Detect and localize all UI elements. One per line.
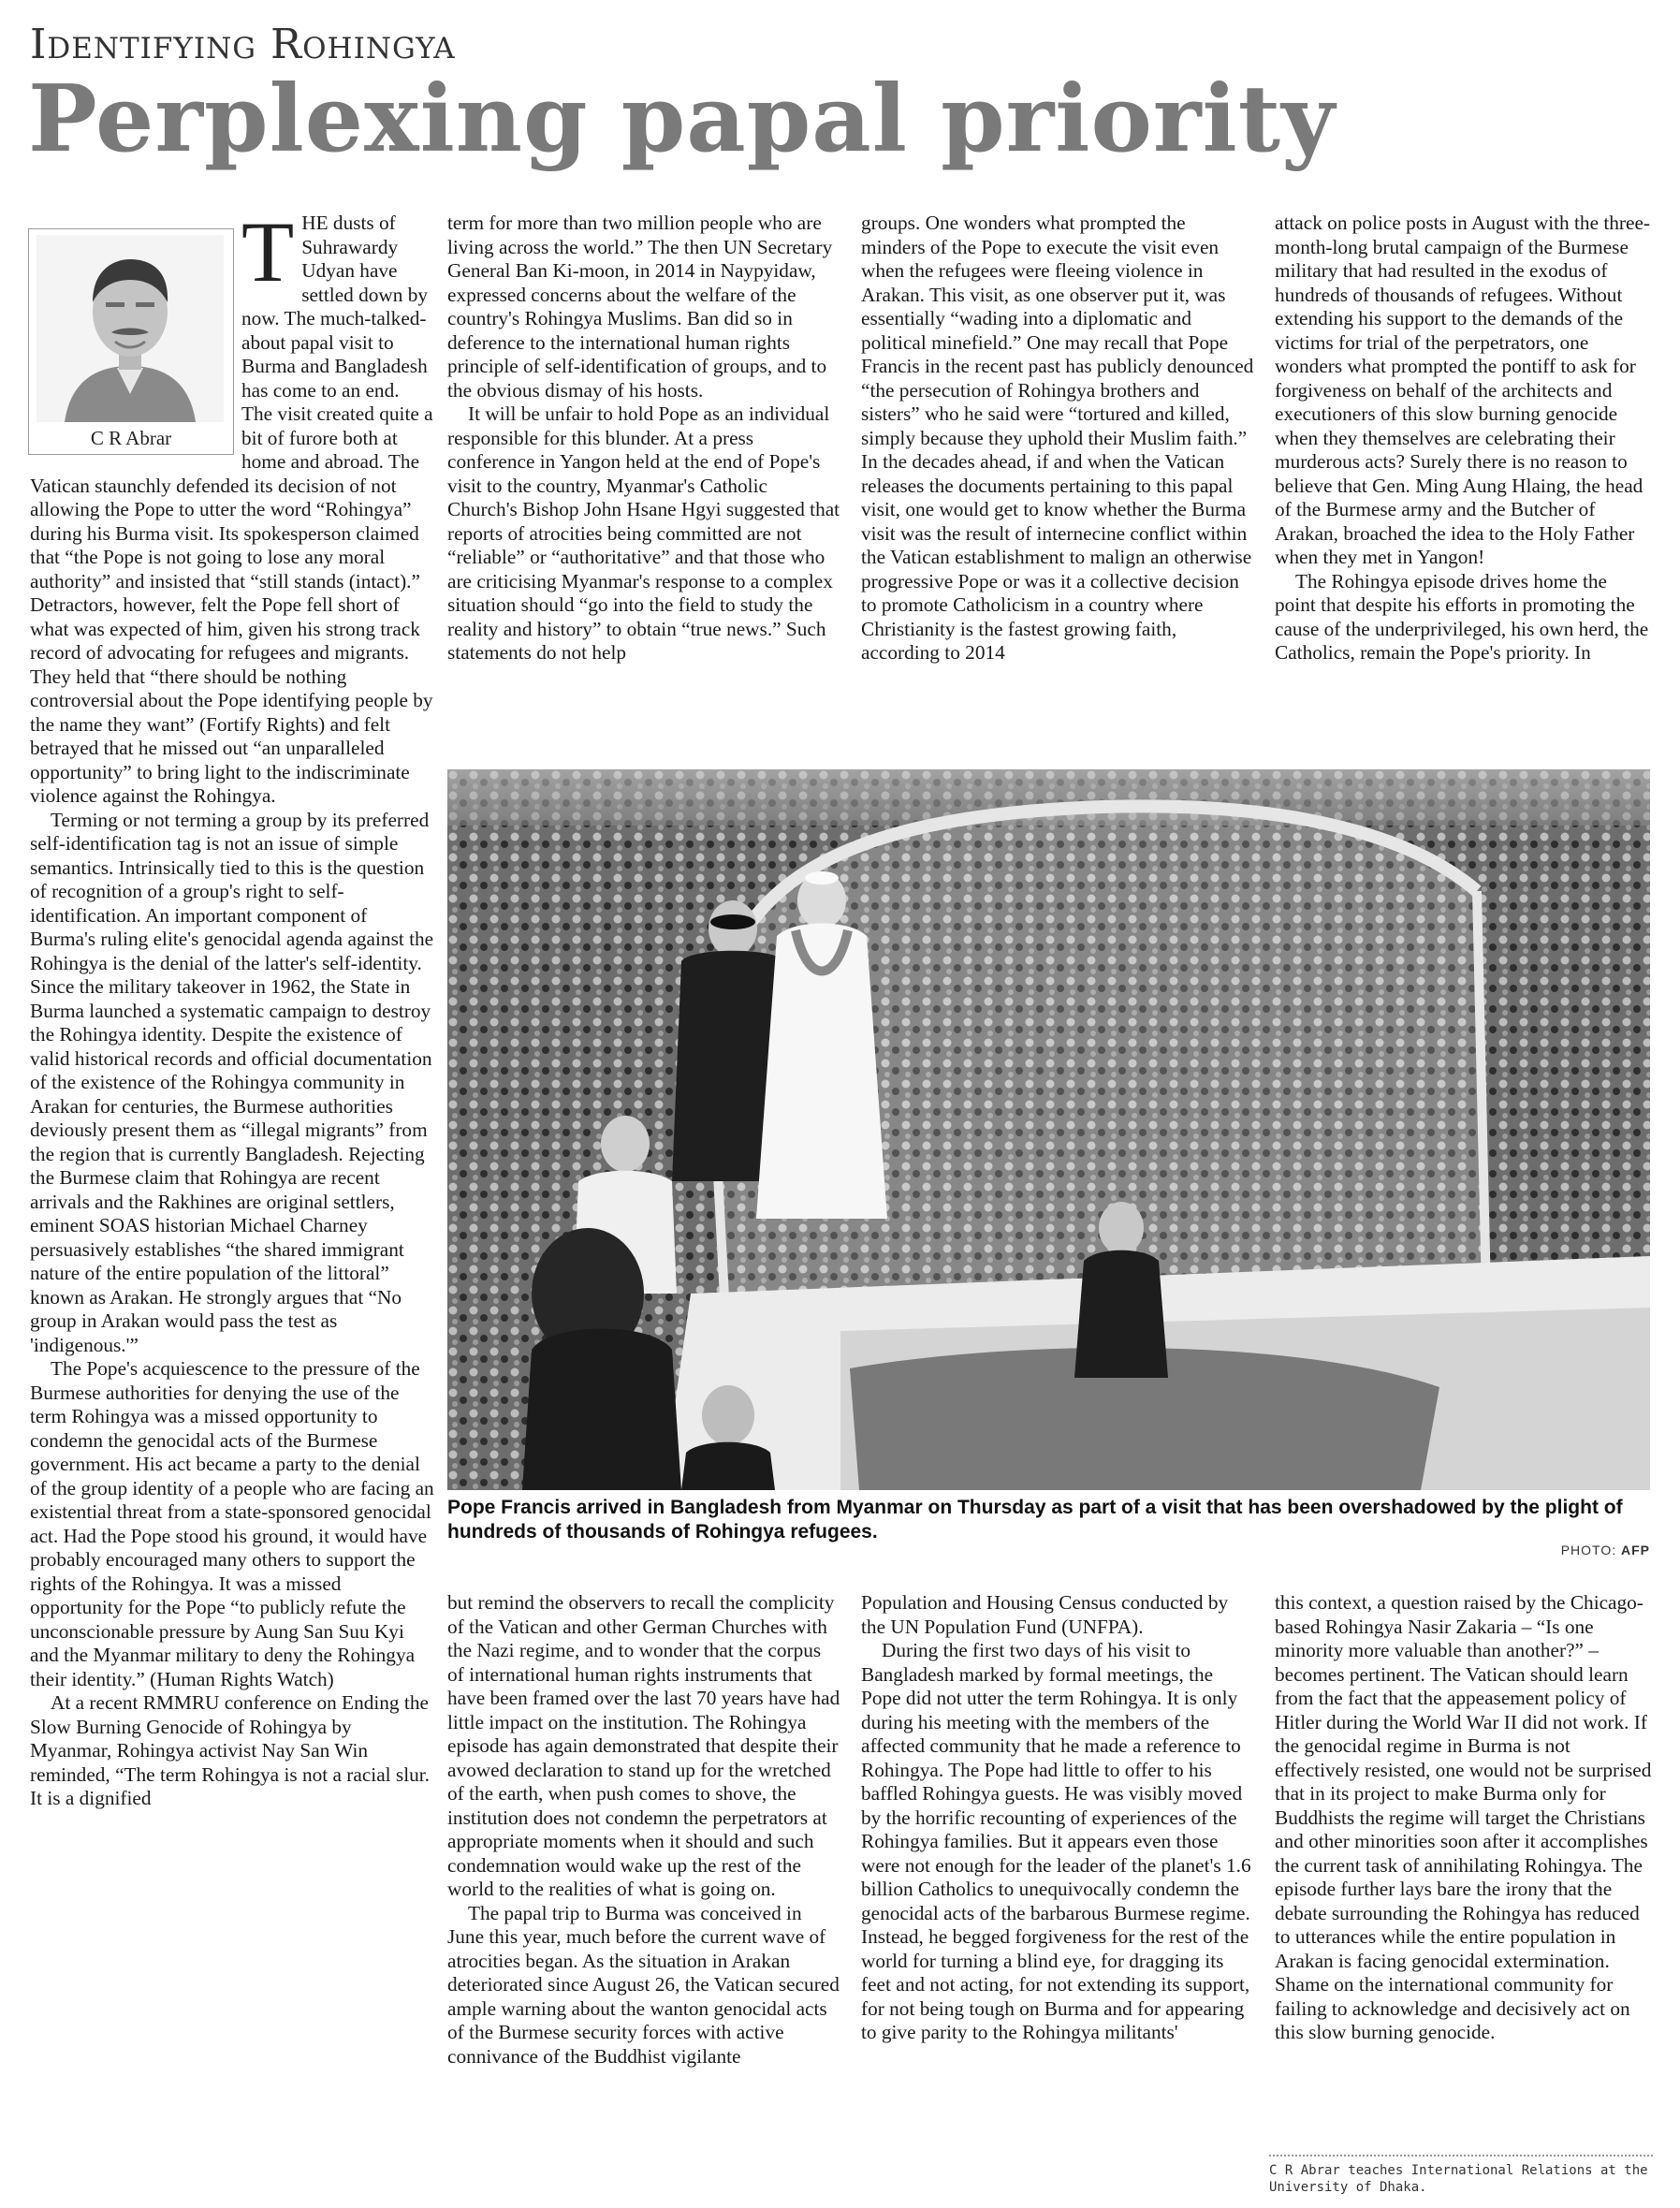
photo-credit-source: AFP: [1621, 1543, 1650, 1557]
headline: Perplexing papal priority: [28, 66, 1336, 173]
paragraph: Population and Housing Census conducted by the UN Population Fund (UNFPA).: [861, 1591, 1229, 1638]
photo-credit: [1561, 1543, 1650, 1557]
paragraph: attack on police posts in August with the three-month-long brutal campaign of the Burmese military that had resulted in the exodus of hundreds of thousands of refugees. Without extending his support to the demands of the victims for trial of the perpetrators, one wonders what prompted the pontiff to ask for forgiveness on behalf of the architects and executioners of this slow burning genocide when they themselves are celebrating their murderous acts? Surely there is no reason to believe that Gen. Ming Aung Hlaing, the head of the Burmese army and the Butcher of Arakan, broached the idea to the Holy Father when they met in Yangon!: [1275, 212, 1651, 568]
endnote-divider: [1269, 2155, 1653, 2157]
author-name: C R Abrar: [90, 427, 172, 449]
paragraph: term for more than two million people who are living across the world.” The then UN Secretary General Ban Ki-moon, in 2014 in Naypyidaw, expressed concerns about the welfare of the country's Rohingya Muslims. Ban did so in deference to the international human rights principle of self-identification of groups, and to the obvious dismay of his hosts.: [447, 212, 833, 402]
paragraph: The Rohingya episode drives home the point that despite his efforts in promoting the cause of the underprivileged, his own herd, the Catholics, remain the Pope's priority. In: [1275, 569, 1649, 664]
paragraph: HE dusts of Suhrawardy Udyan have settled down by now. The much-talked-about papal visit to Burma and Bangladesh has come to an end. The visit created quite a bit of furore both at home and abroad. The Vatican staunchly defended its decision of not allowing the Pope to utter the word “Rohingya” during his Burma visit. Its spokesperson claimed that “the Pope is not going to lose any moral authority” and insisted that “still stands (intact).” Detractors, however, felt the Pope fell short of what was expected of him, given his strong track record of advocating for refugees and migrants. They held that “there should be nothing controversial about the Pope identifying people by the name they want” (Fortify Rights) and felt betrayed that he missed out “an unparalleled opportunity” to bring light to the indiscriminate violence against the Rohingya.: [30, 212, 433, 807]
photo-caption: Pope Francis arrived in Bangladesh from Myanmar on Thursday as part of a visit that has been overshadowed by the plight of hundreds of thousands of Rohingya refugees.: [447, 1497, 1623, 1543]
article-column-2-top: [447, 212, 840, 758]
photo-credit-label: PHOTO:: [1560, 1543, 1617, 1557]
article-column-2-bottom: [447, 1591, 840, 2186]
paragraph: During the first two days of his visit to Bangladesh marked by formal meetings, the Pope did not utter the term Rohingya. It is only during his meeting with the members of the affected community that he made a reference to Rohingya. The Pope had little to offer to his baffled Rohingya guests. He was visibly moved by the horrific recounting of experiences of the Rohingya families. But it appears even those were not enough for the leader of the planet's 1.6 billion Catholics to unequivocally condemn the genocidal acts of the barbarous Burmese regime. Instead, he begged forgiveness for the rest of the world for turning a blind eye, for dragging its feet and not acting, for not extending its support, for not being tough on Burma and for appearing to give parity to the Rohingya militants': [861, 1639, 1251, 2043]
article-column-3-top: [861, 212, 1254, 758]
paragraph: this context, a question raised by the Chicago-based Rohingya Nasir Zakaria – “Is one minority more valuable than another?” – becomes pertinent. The Vatican should learn from the fact that the appeasement policy of Hitler during the World War II did not work. If the genocidal regime in Burma is not effectively resisted, one would not be surprised that in its project to make Burma only for Buddhists the regime will target the Christians and other minorities soon after it accomplishes the current task of annihilating Rohingya. The episode further lays bare the irony that the debate surrounding the Rohingya has reduced to utterances while the entire population in Arakan is facing genocidal extermination. Shame on the international community for failing to acknowledge and decisively act on this slow burning genocide.: [1275, 1591, 1652, 2043]
article-column-1-body: [30, 212, 434, 2186]
author-endnote: C R Abrar teaches International Relations at the University of Dhaka.: [1269, 2163, 1648, 2195]
article-column-3-bottom: [861, 1591, 1254, 2186]
paragraph: At a recent RMMRU conference on Ending the Slow Burning Genocide of Rohingya by Myanmar, Rohingya activist Nay San Win reminded, “The term Rohingya is not a racial slur. It is a dignified: [30, 1691, 430, 1809]
paragraph: but remind the observers to recall the complicity of the Vatican and other German Churches with the Nazi regime, and to wonder that the corpus of international human rights instruments that have been framed over the last 70 years have had little impact on the institution. The Rohingya episode has again demonstrated that despite their avowed declaration to stand up for the wretched of the earth, when push comes to shove, the institution does not condemn the perpetrators at appropriate moments when it should and such condemnation would wake up the rest of the world to the realities of what is going on.: [447, 1591, 840, 1900]
paragraph: It will be unfair to hold Pope as an individual responsible for this blunder. At a press conference in Yangon held at the end of Pope's visit to the country, Myanmar's Catholic Church's Bishop John Hsane Hgyi suggested that reports of atrocities being committed are not “reliable” or “authoritative” and that those who are criticising Myanmar's response to a complex situation should “go into the field to study the reality and history” to obtain “true news.” Such statements do not help: [447, 402, 840, 664]
article-column-4-bottom: [1275, 1591, 1653, 2147]
paragraph: The Pope's acquiescence to the pressure of the Burmese authorities for denying the use of the term Rohingya was a missed opportunity to condemn the genocidal acts of the Burmese government. His act became a party to the denial of the group identity of a people who are facing an existential threat from a state-sponsored genocidal act. Had the Pope stood his ground, it would have probably encouraged many others to support the rights of the Rohingya. It was a missed opportunity for the Pope “to publicly refute the unconscionable pressure by Aung San Suu Kyi and the Myanmar military to deny the Rohingya their identity.” (Human Rights Watch): [30, 1357, 434, 1690]
paragraph: groups. One wonders what prompted the minders of the Pope to execute the visit even when the refugees were fleeing violence in Arakan. This visit, as one observer put it, was essentially “wading into a diplomatic and political minefield.” One may recall that Pope Francis in the recent past has publicly denounced “the persecution of Rohingya brothers and sisters” who he said were “tortured and killed, simply because they uphold their Muslim faith.” In the decades ahead, if and when the Vatican releases the documents pertaining to this papal visit, one would get to know whether the Burma visit was the result of internecine conflict within the Vatican establishment to malign an otherwise progressive Pope or was it a collective decision to promote Catholicism in a country where Christianity is the fastest growing faith, according to 2014: [861, 212, 1254, 664]
drop-cap-glyph: T: [241, 212, 295, 300]
section-kicker: Identifying Rohingya: [30, 21, 456, 68]
paragraph: Terming or not terming a group by its preferred self-identification tag is not an issue of simple semantics. Intrinsically tied to this is the question of recognition of a group's right to self-identification. An important component of Burma's ruling elite's genocidal agenda against the Rohingya is the denial of the latter's self-identity. Since the military takeover in 1962, the State in Burma launched a systematic campaign to destroy the Rohingya identity. Despite the existence of valid historical records and official documentation of the existence of the Rohingya community in Arakan for centuries, the Burmese authorities deviously present them as “illegal migrants” from the region that is currently Bangladesh. Rejecting the Burmese claim that Rohingya are recent arrivals and the Rakhines are original settlers, eminent SOAS historian Michael Charney persuasively establishes “the shared immigrant nature of the entire population of the littoral” known as Arakan. He strongly argues that “No group in Arakan would pass the test as 'indigenous.'”: [30, 808, 434, 1356]
paragraph: The papal trip to Burma was conceived in June this year, much before the current wave of atrocities began. As the situation in Arakan deteriorated since August 26, the Vatican secured ample warning about the wanton genocidal acts of the Burmese security forces with active connivance of the Buddhist vigilante: [447, 1901, 840, 2068]
article-photo: [447, 769, 1650, 1490]
article-column-4-top: [1275, 212, 1653, 758]
